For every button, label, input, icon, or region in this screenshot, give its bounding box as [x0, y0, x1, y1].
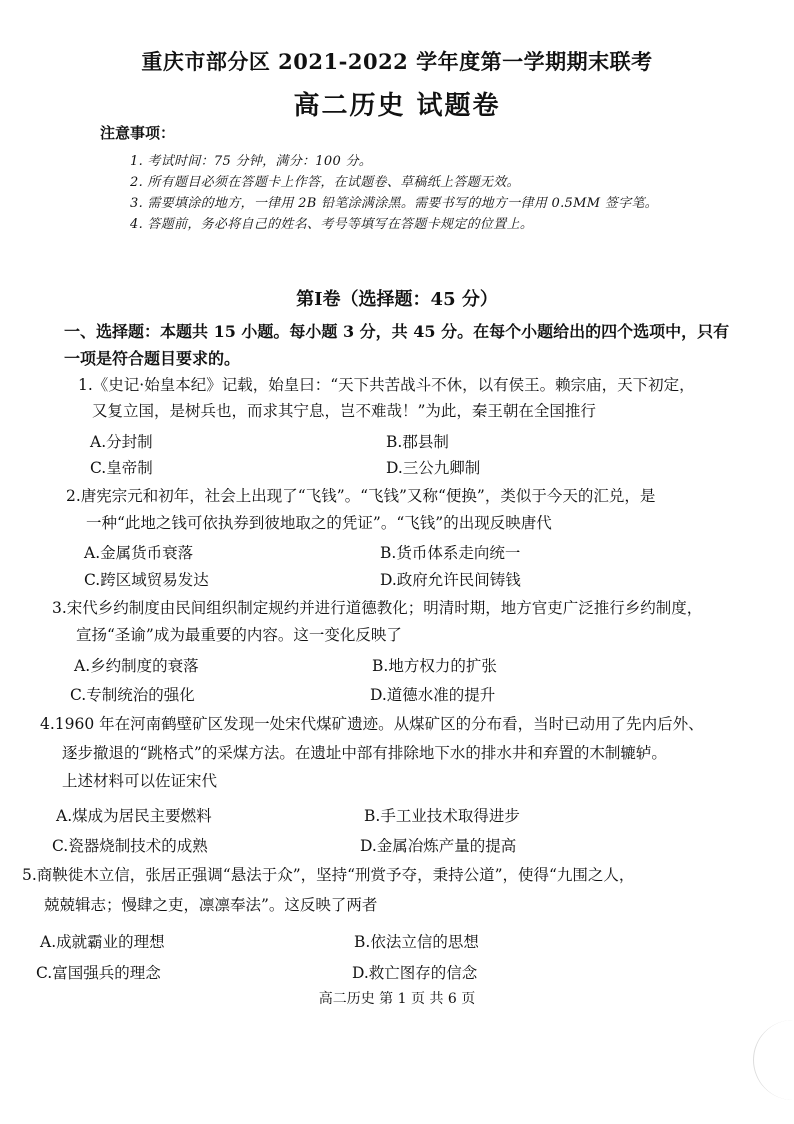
page-footer: 高二历史 第 1 页 共 6 页 — [318, 991, 476, 1007]
exam-title: 重庆市部分区 2021-2022 学年度第一学期期末联考 — [141, 49, 653, 74]
question-2-option-c[interactable]: C.跨区域贸易发达 — [84, 571, 209, 589]
notes-heading: 注意事项： — [100, 124, 176, 142]
question-4-stem-line: 4.1960 年在河南鹤壁矿区发现一处宋代煤矿遗迹。从煤矿区的分布看，当时已动用了先内后外、 — [40, 715, 704, 733]
question-1-stem-line: 1.《史记·始皇本纪》记载，始皇曰：“天下共苦战斗不休，以有侯王。赖宗庙，天下初定， — [78, 376, 695, 394]
question-3-option-d[interactable]: D.道德水准的提升 — [370, 686, 496, 704]
question-2-option-a[interactable]: A.金属货币衰落 — [84, 544, 194, 562]
question-3-stem-line: 宣扬“圣谕”成为最重要的内容。这一变化反映了 — [76, 626, 402, 644]
question-1-option-d[interactable]: D.三公九卿制 — [386, 459, 481, 477]
scan-artifact — [753, 1020, 794, 1100]
question-5-option-b[interactable]: B.依法立信的思想 — [354, 933, 479, 951]
note-item: 2. 所有题目必须在答题卡上作答，在试题卷、草稿纸上答题无效。 — [130, 175, 520, 190]
note-item: 1. 考试时间：75 分钟，满分：100 分。 — [130, 154, 373, 169]
question-1-stem-line: 又复立国，是树兵也，而求其宁息，岂不难哉！”为此，秦王朝在全国推行 — [92, 402, 596, 420]
note-item: 3. 需要填涂的地方，一律用 2B 铅笔涂满涂黑。需要书写的地方一律用 0.5MM 签字笔。 — [130, 196, 658, 211]
paper-title: 高二历史 试题卷 — [293, 91, 501, 121]
section-instructions: 一、选择题：本题共 15 小题。每小题 3 分，共 45 分。在每个小题给出的四个选项中，只有一项是符合题目要求的。 — [64, 322, 730, 368]
question-4-option-d[interactable]: D.金属冶炼产量的提高 — [360, 837, 517, 855]
question-5-option-d[interactable]: D.救亡图存的信念 — [352, 964, 478, 982]
question-5-option-a[interactable]: A.成就霸业的理想 — [40, 933, 165, 951]
question-5-stem-line: 5.商鞅徙木立信，张居正强调“悬法于众”，坚持“刑赏予夺，秉持公道”，使得“九围之人， — [22, 866, 635, 884]
question-4-option-c[interactable]: C.瓷器烧制技术的成熟 — [52, 837, 208, 855]
section-title: 第Ⅰ卷（选择题：45 分） — [296, 289, 498, 310]
question-1-option-b[interactable]: B.郡县制 — [386, 433, 449, 451]
question-1-option-a[interactable]: A.分封制 — [90, 433, 153, 451]
question-3-option-b[interactable]: B.地方权力的扩张 — [372, 657, 497, 675]
question-4-stem-line: 上述材料可以佐证宋代 — [62, 772, 218, 790]
question-5-option-c[interactable]: C.富国强兵的理念 — [36, 964, 161, 982]
question-2-stem-line: 一种“此地之钱可依执券到彼地取之的凭证”。“飞钱”的出现反映唐代 — [86, 514, 552, 532]
question-2-option-d[interactable]: D.政府允许民间铸钱 — [380, 571, 521, 589]
question-1-option-c[interactable]: C.皇帝制 — [90, 459, 153, 477]
question-2-option-b[interactable]: B.货币体系走向统一 — [380, 544, 521, 562]
question-4-option-a[interactable]: A.煤成为居民主要燃料 — [56, 807, 212, 825]
question-5-stem-line: 兢兢辑志；慢肆之吏，凛凛奉法”。这反映了两者 — [44, 896, 378, 914]
question-3-stem-line: 3.宋代乡约制度由民间组织制定规约并进行道德教化；明清时期，地方官吏广泛推行乡约制度， — [52, 599, 703, 617]
question-2-stem-line: 2.唐宪宗元和初年，社会上出现了“飞钱”。“飞钱”又称“便换”，类似于今天的汇兑，是 — [66, 487, 656, 505]
question-3-option-c[interactable]: C.专制统治的强化 — [70, 686, 195, 704]
note-item: 4. 答题前，务必将自己的姓名、考号等填写在答题卡规定的位置上。 — [130, 217, 534, 232]
question-4-stem-line: 逐步撤退的“跳格式”的采煤方法。在遗址中部有排除地下水的排水井和弃置的木制辘轳。 — [62, 744, 667, 762]
question-3-option-a[interactable]: A.乡约制度的衰落 — [74, 657, 199, 675]
question-4-option-b[interactable]: B.手工业技术取得进步 — [364, 807, 520, 825]
